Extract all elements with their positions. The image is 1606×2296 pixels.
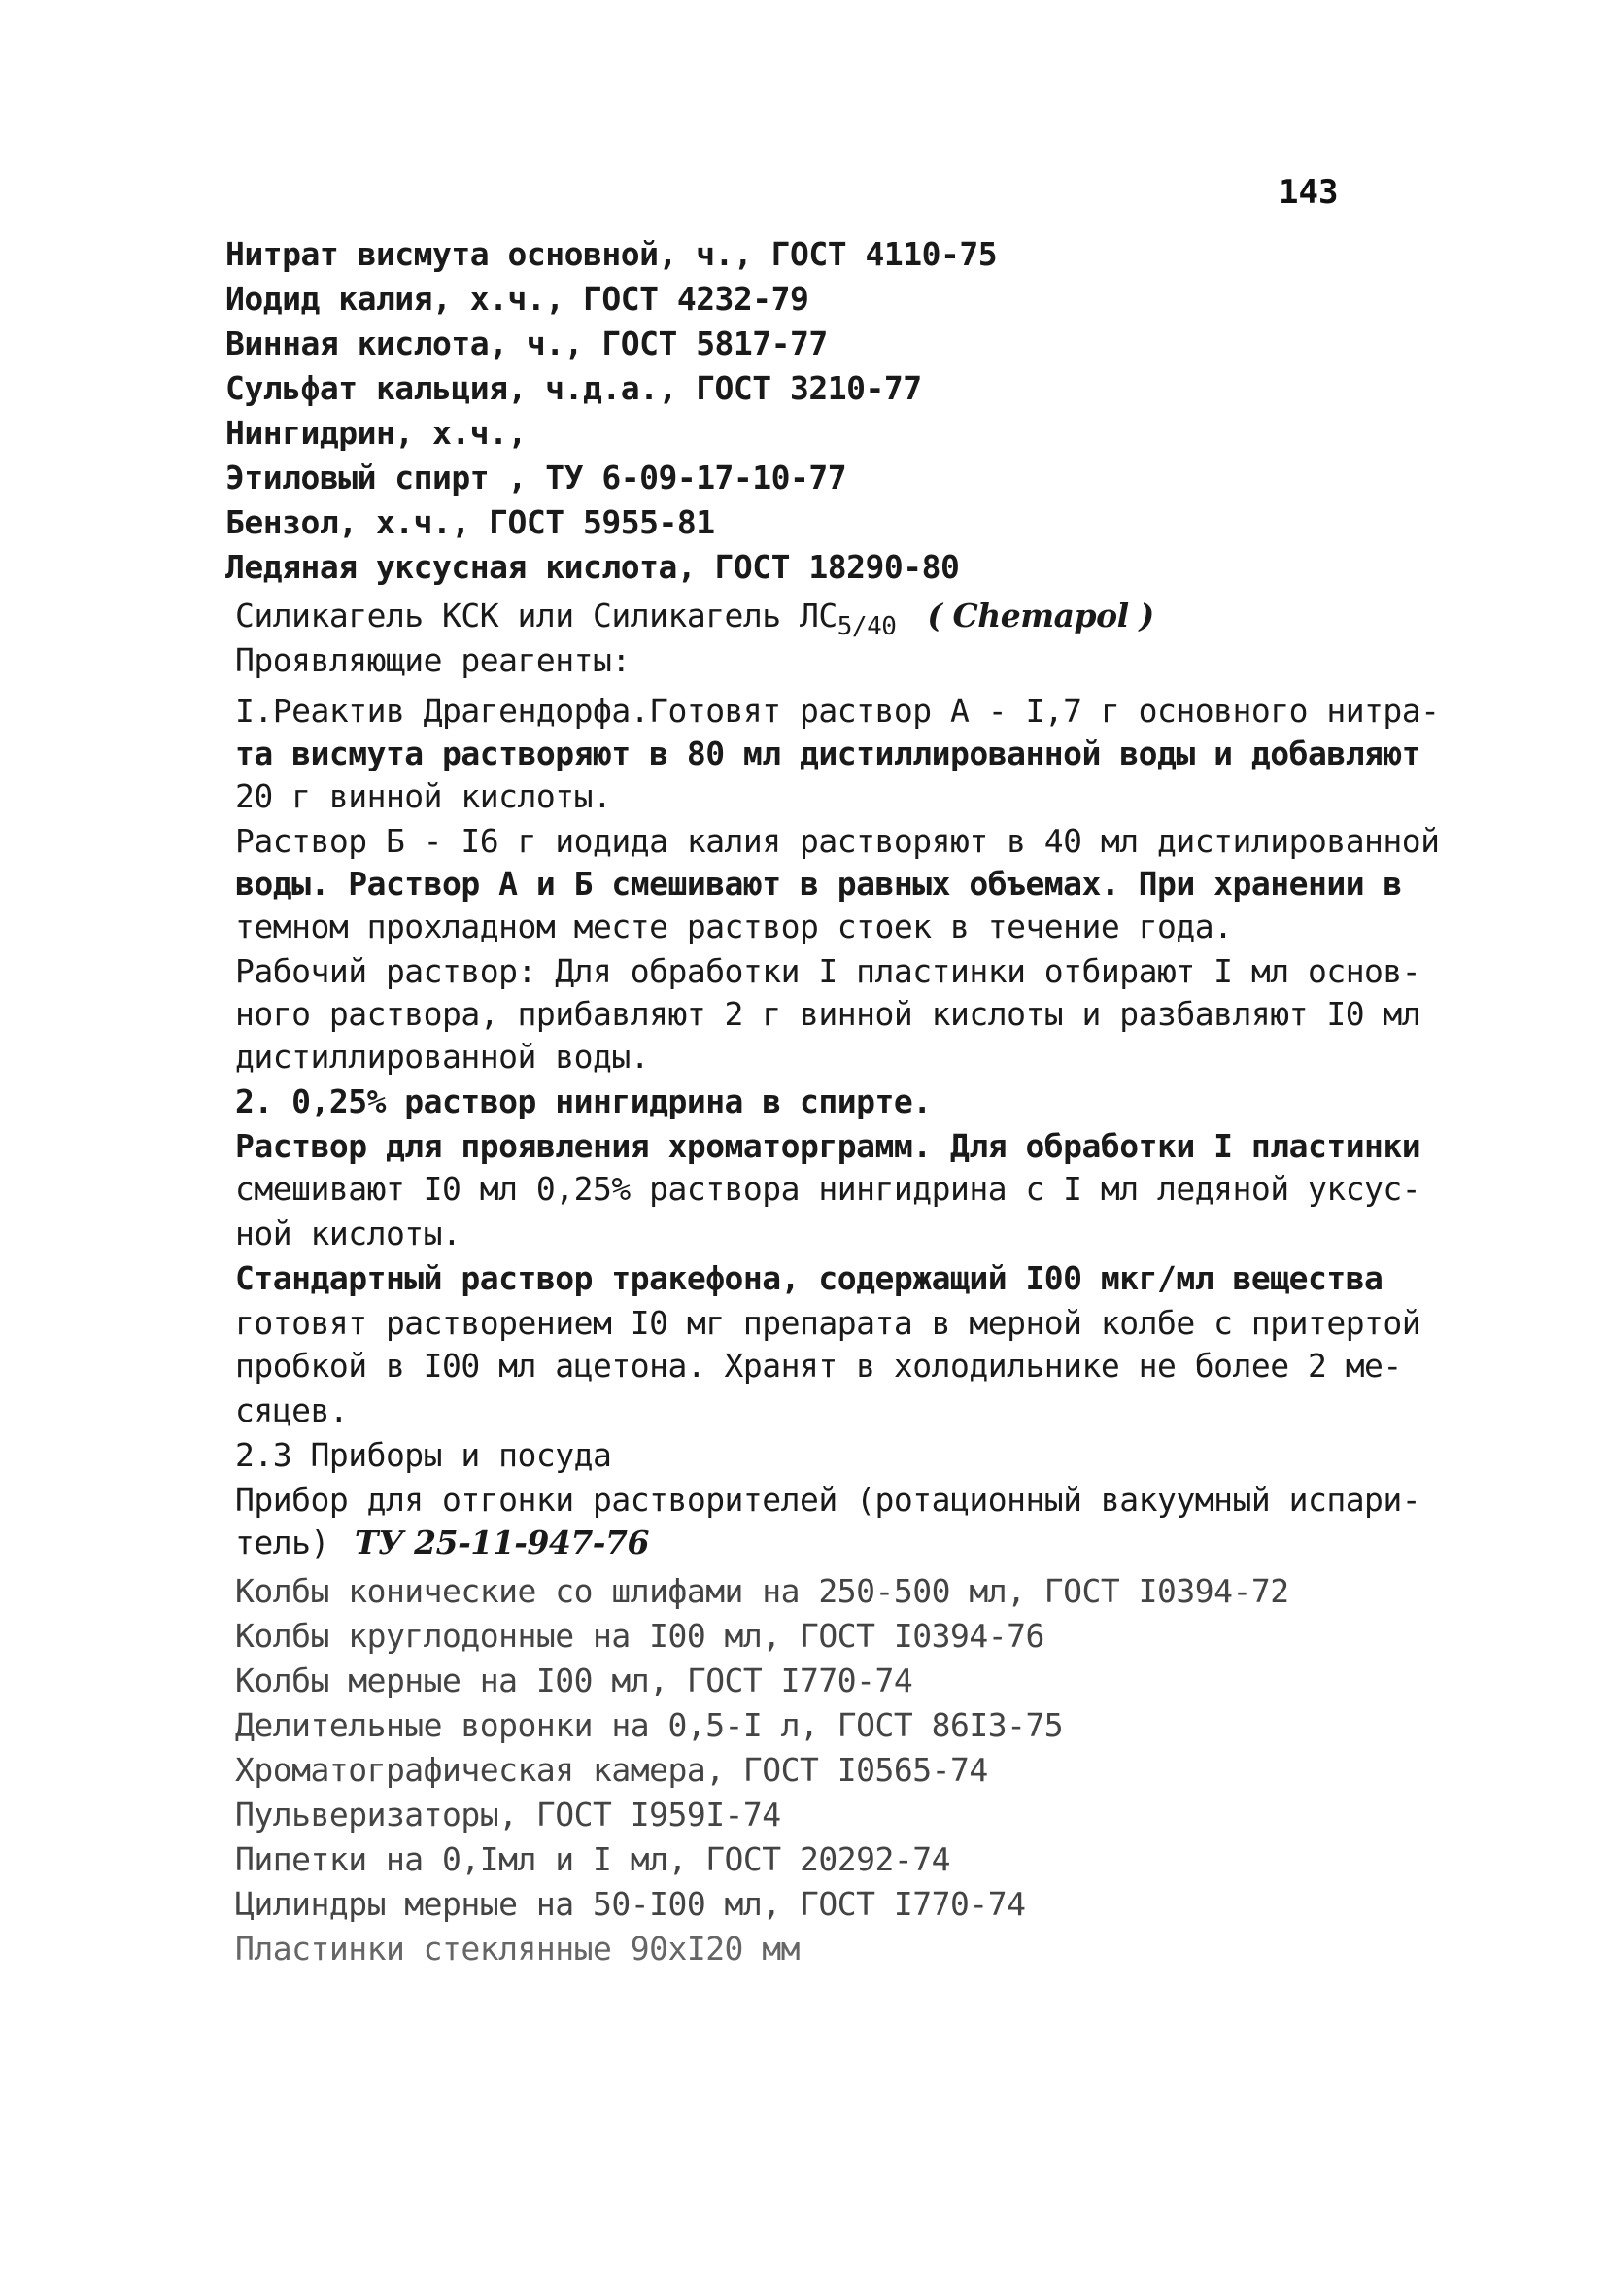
reagent-line: Сульфат кальция, ч.д.а., ГОСТ 3210-77: [225, 369, 922, 407]
apparatus-intro-line: тель) ТУ 25-11-947-76: [235, 1524, 649, 1561]
paragraph-line: воды. Раствор А и Б смешивают в равных объемах. При хранении в: [235, 865, 1402, 903]
reagent-line: Нингидрин, х.ч.,: [225, 414, 527, 452]
reagent-line: Иодид калия, х.ч., ГОСТ 4232-79: [225, 280, 809, 318]
apparatus-item: Пипетки на 0,Iмл и I мл, ГОСТ 20292-74: [235, 1840, 950, 1878]
handwritten-chemapol: ( Chemapol ): [927, 597, 1154, 634]
paragraph-line: смешивают I0 мл 0,25% раствора нингидрина с I мл ледяной уксус-: [235, 1170, 1421, 1208]
paragraph-line: темном прохладном месте раствор стоек в течение года.: [235, 908, 1233, 945]
apparatus-item: Колбы мерные на I00 мл, ГОСТ I770-74: [235, 1662, 913, 1699]
apparatus-intro-line: Прибор для отгонки растворителей (ротационный вакуумный испари-: [235, 1481, 1421, 1519]
silica-subscript: 5/40: [837, 612, 897, 641]
reagent-line: Этиловый спирт , ТУ 6-09-17-10-77: [225, 459, 847, 497]
apparatus-item: Цилиндры мерные на 50-I00 мл, ГОСТ I770-74: [235, 1885, 1026, 1923]
paragraph-line: ного раствора, прибавляют 2 г винной кислоты и разбавляют I0 мл: [235, 995, 1421, 1033]
apparatus-item: Пульверизаторы, ГОСТ I959I-74: [235, 1796, 781, 1833]
reagent-line: Ледяная уксусная кислота, ГОСТ 18290-80: [225, 548, 960, 586]
reagent-line: Винная кислота, ч., ГОСТ 5817-77: [225, 325, 828, 362]
reagent-line: Нитрат висмута основной, ч., ГОСТ 4110-75: [225, 235, 998, 273]
developing-reagents-heading: Проявляющие реагенты:: [235, 641, 631, 679]
reagent-line: Бензол, х.ч., ГОСТ 5955-81: [225, 503, 715, 541]
paragraph-line: 20 г винной кислоты.: [235, 777, 612, 815]
paragraph-line: та висмута растворяют в 80 мл дистиллированной воды и добавляют: [235, 735, 1421, 772]
paragraph-line: Стандартный раствор тракефона, содержащий I00 мкг/мл вещества: [235, 1259, 1384, 1297]
paragraph-line: дистиллированной воды.: [235, 1038, 650, 1076]
paragraph-line: пробкой в I00 мл ацетона. Хранят в холодильнике не более 2 ме-: [235, 1347, 1402, 1385]
apparatus-item: Хроматографическая камера, ГОСТ I0565-74: [235, 1751, 988, 1789]
apparatus-item: Колбы конические со шлифами на 250-500 мл, ГОСТ I0394-72: [235, 1572, 1289, 1610]
apparatus-item: Пластинки стеклянные 90xI20 мм: [235, 1930, 801, 1968]
apparatus-item: Делительные воронки на 0,5-I л, ГОСТ 86I3-75: [235, 1706, 1064, 1744]
apparatus-item: Колбы круглодонные на I00 мл, ГОСТ I0394-76: [235, 1617, 1044, 1655]
page-number: 143: [1279, 173, 1339, 212]
paragraph-line: Раствор для проявления хроматорграмм. Для обработки I пластинки: [235, 1127, 1421, 1165]
paragraph-line: I.Реактив Драгендорфа.Готовят раствор А - I,7 г основного нитра-: [235, 692, 1440, 730]
silica-line: [235, 597, 1154, 646]
paragraph-line: Рабочий раствор: Для обработки I пластинки отбирают I мл основ-: [235, 952, 1421, 990]
section-heading: 2.3 Приборы и посуда: [235, 1436, 612, 1474]
paragraph-line: ной кислоты.: [235, 1215, 461, 1252]
paragraph-line: сяцев.: [235, 1391, 349, 1429]
paragraph-line: готовят растворением I0 мг препарата в мерной колбе с притертой: [235, 1304, 1421, 1342]
paragraph-line: Раствор Б - I6 г иодида калия растворяют в 40 мл дистилированной: [235, 822, 1440, 860]
paragraph-line: 2. 0,25% раствор нингидрина в спирте.: [235, 1082, 932, 1120]
handwritten-tu-note: ТУ 25-11-947-76: [354, 1524, 649, 1561]
silica-text: Силикагель КСК или Силикагель ЛС: [235, 597, 837, 634]
